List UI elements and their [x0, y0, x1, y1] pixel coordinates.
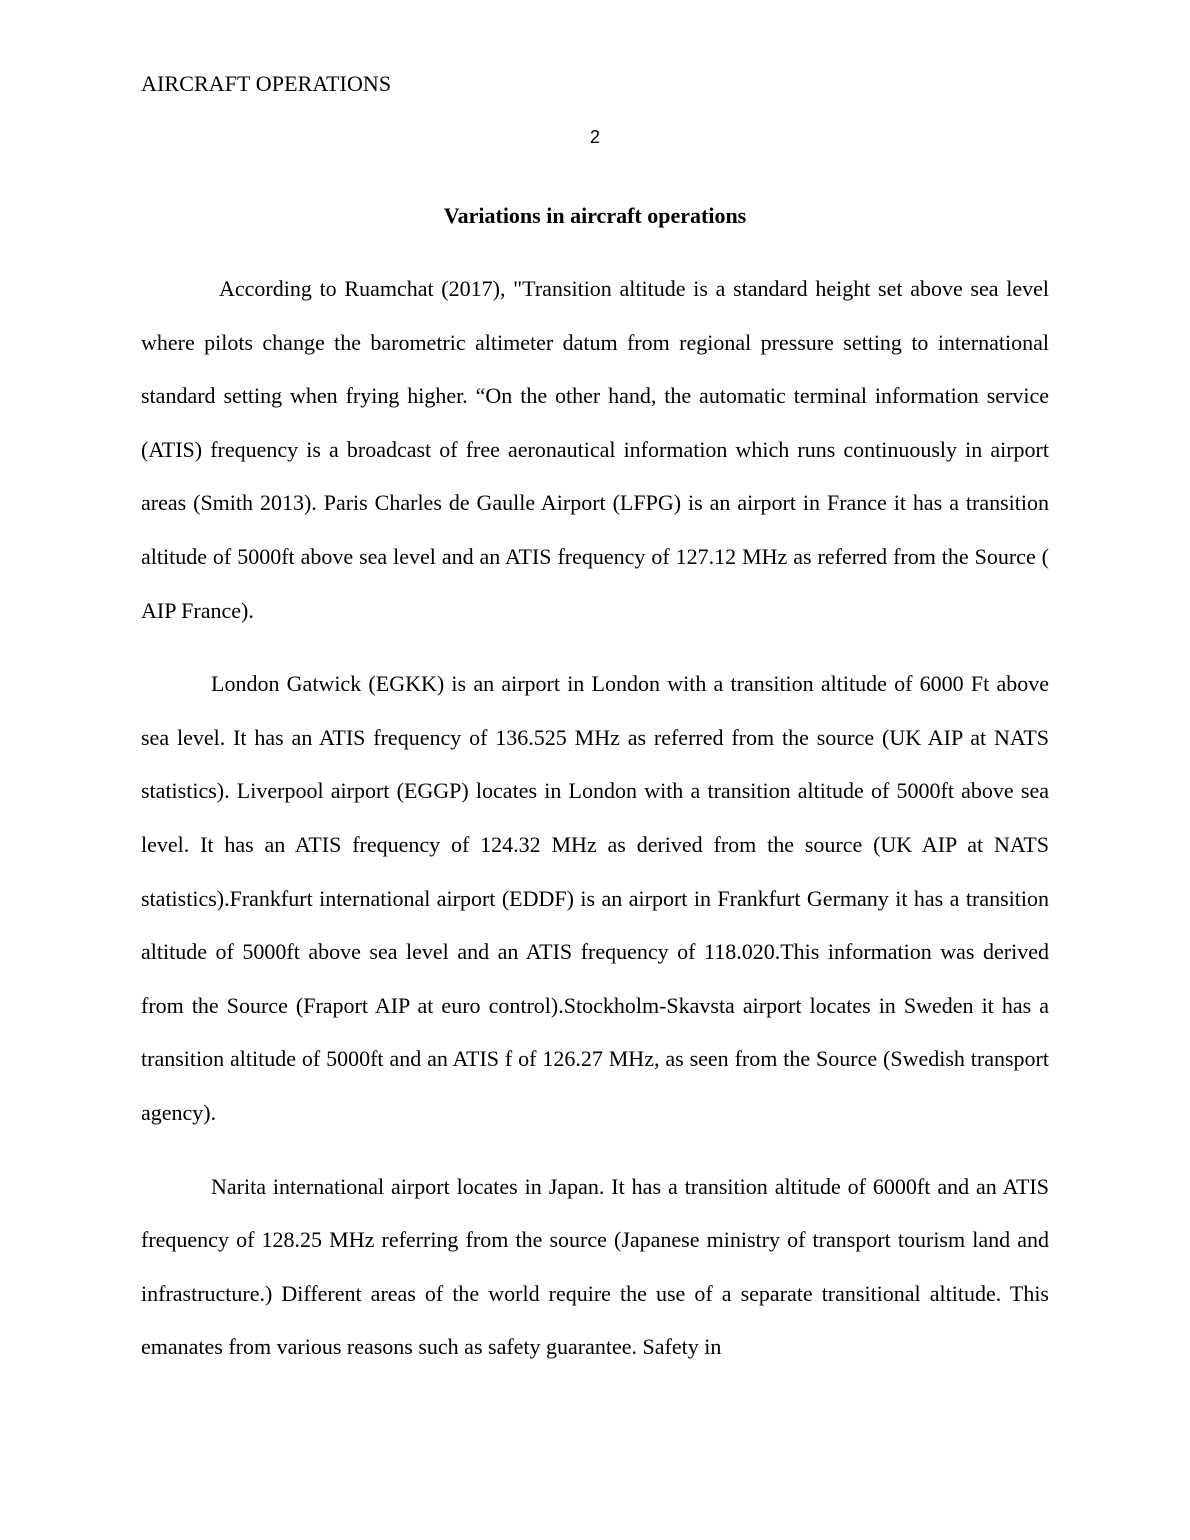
page-number: 2 [589, 127, 600, 147]
running-head: AIRCRAFT OPERATIONS [141, 71, 392, 96]
paragraph-european-airports: London Gatwick (EGKK) is an airport in London with a transition altitude of 6000 Ft above sea level. It has an ATIS frequency of 136.525 MHz as referred from the source (UK AIP at NATS statistics). Liverpool airport (EGGP) locates in London with a transition altitude of 5000ft above sea level. It has an ATIS frequency of 124.32 MHz as derived from the source (UK AIP at NATS statistics).Frankfurt international airport (EDDF) is an airport in Frankfurt Germany it has a transition altitude of 5000ft above sea level and an ATIS frequency of 118.020.This information was derived from the Source (Fraport AIP at euro control).Stockholm-Skavsta airport locates in Sweden it has a transition altitude of 5000ft and an ATIS f of 126.27 MHz, as seen from the Source (Swedish transport agency). [141, 671, 1049, 1125]
paragraph-narita-airport: Narita international airport locates in Japan. It has a transition altitude of 6000ft and an ATIS frequency of 128.25 MHz referring from the source (Japanese ministry of transport tourism land and infrastructure.) Different areas of the world require the use of a separate transitional altitude. This emanates from various reasons such as safety guarantee. Safety in [141, 1173, 1049, 1360]
section-title: Variations in aircraft operations [443, 203, 747, 228]
body-text [141, 262, 1049, 1374]
paragraph-transition-altitude-definition: According to Ruamchat (2017), "Transition altitude is a standard height set above sea level where pilots change the barometric altimeter datum from regional pressure setting to international standard setting when frying higher. “On the other hand, the automatic terminal information service (ATIS) frequency is a broadcast of free aeronautical information which runs continuously in airport areas (Smith 2013). Paris Charles de Gaulle Airport (LFPG) is an airport in France it has a transition altitude of 5000ft above sea level and an ATIS frequency of 127.12 MHz as referred from the Source ( AIP France). [141, 276, 1049, 623]
